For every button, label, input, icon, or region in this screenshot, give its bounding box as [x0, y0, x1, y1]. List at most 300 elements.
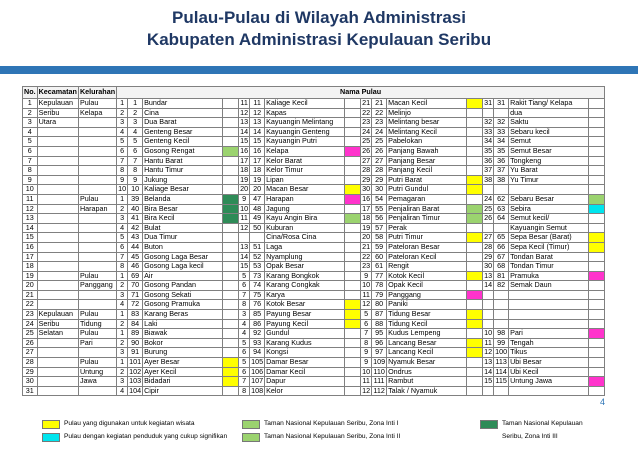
- kecamatan-cell: [37, 137, 78, 147]
- status-marker: [467, 214, 483, 224]
- legend-swatch-yellow: [42, 420, 60, 429]
- local-number: 14: [240, 127, 249, 136]
- island-number: 63: [494, 204, 509, 214]
- local-number: 1: [117, 194, 128, 204]
- island-name: Gosong Sekati: [143, 290, 223, 300]
- island-number: 5: [128, 137, 143, 147]
- status-marker: [223, 290, 239, 300]
- island-number: 53: [250, 262, 265, 272]
- island-name: Melintang Kecil: [387, 127, 467, 137]
- island-number: 102: [129, 367, 142, 376]
- island-number: [494, 319, 509, 329]
- island-number: 91: [128, 348, 143, 358]
- island-number: [494, 108, 509, 118]
- island-number: 51: [250, 242, 265, 252]
- island-name: Gosong Laga Besar: [143, 252, 223, 262]
- island-name: Damar Besar: [265, 358, 345, 368]
- status-marker: [467, 137, 483, 147]
- local-number: 36: [484, 156, 493, 165]
- row-number: 4: [23, 127, 38, 137]
- local-number: 28: [484, 242, 493, 251]
- status-marker: [467, 329, 483, 339]
- island-name: Putri Barat: [387, 175, 467, 185]
- local-number: 9: [361, 271, 372, 281]
- kelurahan-cell: [78, 175, 116, 185]
- kecamatan-cell: [37, 281, 78, 291]
- island-name: Nyamplung: [265, 252, 345, 262]
- island-number: 69: [128, 271, 143, 281]
- table-row: [23, 108, 605, 118]
- local-number: 30: [362, 184, 371, 194]
- local-number: 6: [117, 146, 128, 156]
- island-name: Kudus Lempeng: [387, 329, 467, 339]
- island-name: Burung: [143, 348, 223, 358]
- island-name: Semut: [509, 137, 589, 147]
- table-row: [23, 175, 605, 185]
- island-name: Rengit: [387, 262, 467, 272]
- island-number: 93: [250, 338, 265, 348]
- status-marker: [345, 358, 361, 368]
- island-name: [509, 185, 589, 195]
- row-number: 28: [23, 358, 38, 368]
- status-marker: [223, 271, 239, 281]
- kelurahan-cell: [78, 118, 116, 128]
- island-number: 113: [495, 357, 507, 367]
- status-marker: [467, 118, 483, 128]
- kecamatan-cell: Selatan: [37, 329, 78, 339]
- local-number: 23: [362, 117, 371, 127]
- local-number: 1: [117, 329, 128, 339]
- row-number: 16: [23, 242, 38, 252]
- island-name: Laga: [265, 242, 345, 252]
- status-marker: [345, 367, 361, 377]
- local-number: 1: [117, 99, 128, 109]
- island-name: Kayuangin Genteng: [265, 127, 345, 137]
- legend-swatch-cyan: [42, 433, 60, 442]
- kelurahan-cell: Kelapa: [78, 108, 116, 118]
- status-marker: [345, 99, 361, 109]
- local-number: 3: [117, 348, 128, 358]
- kecamatan-cell: [37, 386, 78, 396]
- local-number: 23: [362, 261, 371, 271]
- header-nama-pulau: Nama Pulau: [117, 87, 605, 99]
- island-number: 75: [250, 290, 265, 300]
- island-name: Sepa Besar (Barat): [509, 233, 589, 243]
- local-number: 5: [117, 233, 128, 243]
- local-number: 8: [239, 300, 250, 310]
- island-name: Ubi Kecil: [509, 367, 589, 377]
- status-marker: [223, 348, 239, 358]
- island-number: 24: [372, 127, 387, 137]
- row-number: 5: [23, 137, 38, 147]
- island-name: Karang Congkak: [265, 281, 345, 291]
- island-number: 110: [373, 367, 385, 376]
- status-marker: [589, 271, 605, 281]
- status-marker: [345, 185, 361, 195]
- status-marker: [345, 319, 361, 329]
- island-number: 23: [372, 118, 387, 128]
- status-marker: [467, 386, 483, 396]
- local-number: 3: [117, 118, 128, 128]
- status-marker: [589, 262, 605, 272]
- kelurahan-cell: Pari: [78, 338, 116, 348]
- table-row: [23, 214, 605, 224]
- island-number: 72: [128, 300, 143, 310]
- status-marker: [467, 156, 483, 166]
- island-number: 35: [494, 146, 509, 156]
- island-name: Sepa Kecil (Timur): [509, 242, 589, 252]
- island-name: Perak: [387, 223, 467, 233]
- island-name: Pari: [509, 329, 589, 339]
- kelurahan-cell: [78, 262, 116, 272]
- status-marker: [345, 271, 361, 281]
- local-number: 4: [117, 386, 128, 396]
- local-number: 13: [484, 357, 493, 367]
- status-marker: [467, 367, 483, 377]
- status-marker: [223, 386, 239, 396]
- local-number: 19: [362, 223, 371, 232]
- row-number: 10: [23, 185, 38, 195]
- local-number: 6: [239, 367, 250, 377]
- island-name: Rambut: [387, 377, 467, 387]
- status-marker: [345, 348, 361, 358]
- local-number: 24: [362, 127, 371, 136]
- status-marker: [345, 377, 361, 387]
- kelurahan-cell: Jawa: [78, 377, 116, 387]
- table-row: [23, 310, 605, 320]
- status-marker: [589, 185, 605, 195]
- kelurahan-cell: [78, 223, 116, 233]
- status-marker: [223, 127, 239, 137]
- local-number: 22: [362, 252, 371, 261]
- island-name: Ayer Besar: [143, 358, 223, 368]
- local-number: 14: [484, 280, 493, 290]
- island-number: 8: [128, 166, 143, 176]
- status-marker: [223, 146, 239, 156]
- island-number: 55: [372, 204, 387, 214]
- island-name: Dua Barat: [143, 118, 223, 128]
- table-body: [23, 87, 605, 396]
- local-number: 11: [362, 290, 370, 299]
- local-number: 9: [361, 358, 372, 368]
- status-marker: [345, 300, 361, 310]
- island-name: Nyamuk Besar: [387, 358, 467, 368]
- island-name: Belanda: [143, 194, 223, 204]
- local-number: 4: [117, 223, 128, 233]
- island-number: 45: [128, 252, 143, 262]
- local-number: 17: [240, 156, 249, 165]
- island-number: 7: [128, 156, 143, 166]
- kecamatan-cell: [37, 223, 78, 233]
- island-name: Cipir: [143, 386, 223, 396]
- island-name: Sebira: [509, 204, 589, 214]
- status-marker: [223, 156, 239, 166]
- legend-swatch-dark-green: [480, 420, 498, 429]
- island-name: Bokor: [143, 338, 223, 348]
- island-number: [494, 223, 509, 233]
- local-number: 33: [484, 127, 493, 136]
- status-marker: [589, 367, 605, 377]
- local-number: 21: [362, 98, 371, 107]
- island-name: Bulat: [143, 223, 223, 233]
- island-name: Tikus: [509, 348, 589, 358]
- local-number: 6: [239, 348, 250, 358]
- status-marker: [345, 223, 361, 233]
- status-marker: [467, 146, 483, 156]
- local-number: 1: [117, 271, 128, 281]
- island-number: 36: [494, 156, 509, 166]
- row-number: 12: [23, 204, 38, 214]
- local-number: 12: [362, 299, 371, 309]
- status-marker: [345, 204, 361, 214]
- island-name: Hantu Barat: [143, 156, 223, 166]
- local-number: 38: [484, 175, 493, 184]
- island-number: 49: [250, 214, 265, 224]
- page-number: 4: [600, 397, 606, 407]
- island-number: 76: [250, 300, 265, 310]
- island-number: 115: [495, 376, 507, 386]
- island-number: 59: [372, 242, 387, 252]
- table-row: [23, 377, 605, 387]
- island-number: 100: [495, 347, 508, 357]
- island-number: 70: [128, 281, 143, 291]
- status-marker: [345, 156, 361, 166]
- island-number: 46: [128, 262, 143, 272]
- island-number: 11: [250, 99, 265, 109]
- island-number: 2: [128, 108, 143, 118]
- island-name: Air: [143, 271, 223, 281]
- table-row: [23, 99, 605, 109]
- island-number: 74: [250, 281, 265, 291]
- local-number: 2: [117, 367, 128, 377]
- island-name: Pateloran Kecil: [387, 252, 467, 262]
- local-number: 10: [362, 280, 371, 290]
- local-number: 10: [240, 204, 249, 213]
- status-marker: [589, 310, 605, 320]
- local-number: 10: [484, 328, 493, 338]
- status-marker: [223, 310, 239, 320]
- island-name: Kayu Angin Bira: [265, 214, 345, 224]
- island-name: Genteng Kecil: [143, 137, 223, 147]
- island-number: 34: [494, 137, 509, 147]
- local-number: [483, 319, 494, 329]
- local-number: 12: [240, 223, 249, 232]
- status-marker: [345, 175, 361, 185]
- island-number: 52: [250, 252, 265, 262]
- status-marker: [467, 185, 483, 195]
- status-marker: [223, 252, 239, 262]
- local-number: 14: [484, 367, 493, 376]
- status-marker: [223, 185, 239, 195]
- island-name: Talak / Nyamuk: [387, 386, 467, 396]
- status-marker: [345, 386, 361, 396]
- status-marker: [467, 99, 483, 109]
- row-number: 6: [23, 146, 38, 156]
- local-number: 6: [239, 281, 250, 291]
- local-number: 9: [361, 348, 372, 358]
- local-number: 7: [239, 290, 250, 300]
- status-marker: [467, 242, 483, 252]
- status-marker: [223, 233, 239, 243]
- status-marker: [467, 290, 483, 300]
- kelurahan-cell: [78, 290, 116, 300]
- island-name: Untung Jawa: [509, 377, 589, 387]
- kelurahan-cell: Harapan: [78, 204, 116, 214]
- local-number: 7: [361, 329, 372, 339]
- row-number: 30: [23, 377, 38, 387]
- island-number: 47: [250, 194, 265, 204]
- kecamatan-cell: Seribu: [37, 319, 78, 329]
- status-marker: [589, 204, 605, 214]
- island-number: 88: [372, 319, 387, 329]
- island-name: Opak Kecil: [387, 281, 467, 291]
- table-row: [23, 185, 605, 195]
- island-number: 82: [494, 281, 509, 291]
- status-marker: [467, 175, 483, 185]
- island-number: 104: [129, 386, 142, 395]
- kecamatan-cell: [37, 290, 78, 300]
- local-number: 11: [484, 338, 492, 347]
- island-number: 38: [494, 175, 509, 185]
- island-number: 12: [250, 108, 265, 118]
- kelurahan-cell: Pulau: [78, 310, 116, 320]
- island-name: Buton: [143, 242, 223, 252]
- local-number: 30: [484, 261, 493, 271]
- island-name: Penjaliran Timur: [387, 214, 467, 224]
- local-number: 22: [362, 108, 371, 117]
- island-number: 10: [128, 185, 143, 195]
- island-number: 50: [250, 223, 265, 233]
- island-name: Kuburan: [265, 223, 345, 233]
- island-number: 40: [128, 204, 143, 214]
- island-number: 1: [128, 99, 143, 109]
- island-number: 56: [372, 214, 387, 224]
- local-number: 8: [361, 338, 372, 348]
- island-number: 64: [494, 214, 509, 224]
- kecamatan-cell: Kepulauan: [37, 99, 78, 109]
- local-number: 26: [362, 146, 371, 155]
- island-number: 109: [373, 357, 386, 367]
- status-marker: [345, 338, 361, 348]
- island-number: 18: [250, 166, 265, 176]
- status-marker: [223, 319, 239, 329]
- island-name: [509, 386, 589, 396]
- status-marker: [223, 166, 239, 176]
- island-number: 94: [250, 348, 265, 358]
- island-name: Kongsi: [265, 348, 345, 358]
- local-number: 21: [362, 242, 371, 251]
- status-marker: [223, 194, 239, 204]
- local-number: 12: [240, 108, 249, 117]
- table-row: [23, 338, 605, 348]
- island-number: 3: [128, 118, 143, 128]
- island-name: Harapan: [265, 194, 345, 204]
- local-number: 1: [117, 358, 128, 368]
- status-marker: [223, 214, 239, 224]
- island-number: 32: [494, 118, 509, 128]
- status-marker: [223, 338, 239, 348]
- status-marker: [345, 118, 361, 128]
- island-number: 39: [128, 194, 143, 204]
- table-row: [23, 233, 605, 243]
- island-name: Kaliage Kecil: [265, 99, 345, 109]
- island-name: Karang Kudus: [265, 338, 345, 348]
- row-number: 15: [23, 233, 38, 243]
- island-number: [494, 290, 509, 300]
- status-marker: [223, 99, 239, 109]
- local-number: 18: [240, 165, 249, 175]
- local-number: 5: [239, 271, 250, 281]
- island-number: 14: [250, 127, 265, 137]
- island-number: 85: [250, 310, 265, 320]
- local-number: 9: [117, 175, 128, 185]
- local-number: 5: [361, 310, 372, 320]
- island-number: 108: [251, 386, 264, 395]
- island-number: 62: [494, 194, 509, 204]
- table-row: [23, 281, 605, 291]
- island-number: [494, 300, 509, 310]
- island-number: 19: [250, 175, 265, 185]
- status-marker: [223, 358, 239, 368]
- kecamatan-cell: [37, 127, 78, 137]
- island-name: Ondrus: [387, 367, 467, 377]
- local-number: 8: [239, 386, 250, 396]
- table-row: [23, 300, 605, 310]
- island-name: Dua Timur: [143, 233, 223, 243]
- kecamatan-cell: [37, 156, 78, 166]
- status-marker: [589, 348, 605, 358]
- local-number: [483, 223, 494, 233]
- status-marker: [589, 377, 605, 387]
- table-row: [23, 242, 605, 252]
- local-number: 5: [117, 137, 128, 147]
- local-number: 4: [239, 319, 250, 329]
- local-number: 3: [117, 290, 128, 300]
- status-marker: [467, 166, 483, 176]
- local-number: 24: [484, 194, 493, 203]
- kelurahan-cell: [78, 137, 116, 147]
- title-line-2: Kabupaten Administrasi Kepulauan Seribu: [146, 30, 492, 49]
- kelurahan-cell: Pulau: [78, 358, 116, 368]
- island-name: dua: [509, 108, 589, 118]
- island-name: Paniki: [387, 300, 467, 310]
- island-number: 27: [372, 156, 387, 166]
- island-number: [250, 233, 265, 243]
- island-number: 106: [251, 367, 264, 376]
- table-row: [23, 271, 605, 281]
- island-number: 87: [372, 310, 387, 320]
- local-number: 7: [117, 156, 128, 166]
- island-number: 99: [494, 338, 509, 348]
- island-name: Bidadari: [143, 377, 223, 387]
- status-marker: [223, 204, 239, 214]
- kecamatan-cell: [37, 367, 78, 377]
- status-marker: [223, 377, 239, 387]
- kecamatan-cell: [37, 175, 78, 185]
- status-marker: [223, 300, 239, 310]
- local-number: 12: [484, 347, 493, 357]
- island-name: Damar Kecil: [265, 367, 345, 377]
- island-number: 103: [129, 376, 142, 386]
- island-name: Bira Besar: [143, 204, 223, 214]
- status-marker: [467, 194, 483, 204]
- local-number: 18: [362, 213, 371, 223]
- table-row: [23, 262, 605, 272]
- row-number: 23: [23, 310, 38, 320]
- island-name: Tongkeng: [509, 156, 589, 166]
- status-marker: [345, 310, 361, 320]
- row-number: 19: [23, 271, 38, 281]
